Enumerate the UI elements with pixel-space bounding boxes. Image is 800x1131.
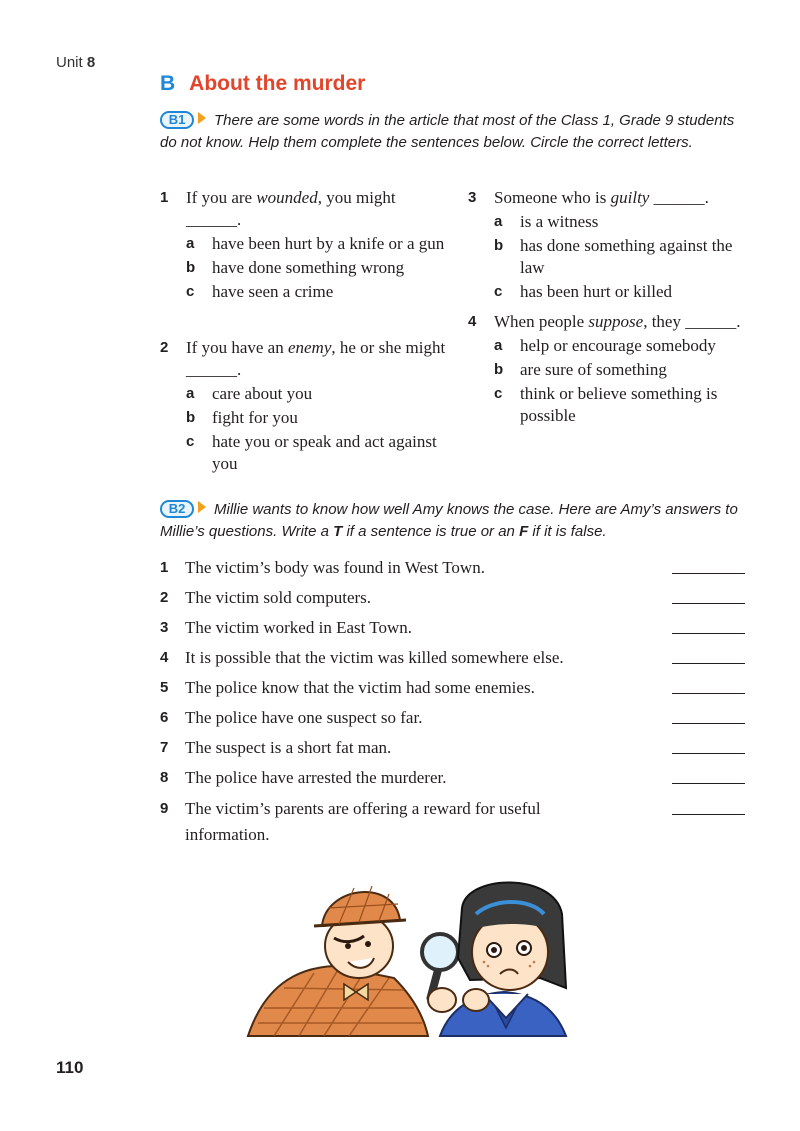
option-c[interactable]: c has been hurt or killed — [494, 282, 673, 301]
statement-row: 9 The victim’s parents are offering a reward for useful information. — [160, 796, 745, 848]
page-number: 110 — [56, 1058, 84, 1077]
answer-blank[interactable] — [672, 573, 745, 574]
b1-question-2 — [160, 337, 450, 475]
b2-instruction: B2 Millie wants to know how well Amy knows the case. Here are Amy’s answers to Millie’s questions. Write a T if a sentence is true or an F if it is false. — [160, 501, 738, 540]
statement-text: The suspect is a short fat man. — [185, 738, 392, 757]
option-b[interactable]: b has done something against the law — [494, 236, 733, 277]
statement-text: The victim’s body was found in West Town. — [185, 558, 485, 577]
play-arrow-icon — [198, 112, 206, 124]
unit-number: 8 — [86, 54, 96, 71]
question-number: 1 — [160, 189, 169, 206]
answer-blank[interactable] — [672, 603, 745, 604]
question-number: 2 — [160, 339, 169, 356]
statement-text: It is possible that the victim was killed somewhere else. — [185, 648, 564, 667]
statement-row: 3 The victim worked in East Town. — [160, 615, 745, 641]
option-c[interactable]: c have seen a crime — [186, 282, 334, 301]
b1-instruction — [160, 110, 750, 154]
section-title — [160, 72, 365, 96]
key-word: guilty — [610, 188, 650, 207]
option-b[interactable]: b fight for you — [186, 408, 298, 427]
question-number: 4 — [468, 313, 477, 330]
statement-row: 2 The victim sold computers. — [160, 585, 745, 611]
section-heading: About the murder — [189, 72, 366, 95]
b1-badge: B1 — [160, 111, 194, 129]
statement-text: The victim sold computers. — [185, 588, 372, 607]
statement-row: 8 The police have arrested the murderer. — [160, 765, 745, 791]
statement-row: 1 The victim’s body was found in West Town. — [160, 555, 745, 581]
question-stem: When people suppose, they ______. — [494, 312, 741, 331]
question-number: 3 — [468, 189, 477, 206]
answer-blank[interactable] — [672, 814, 745, 815]
statement-text: The police have arrested the murderer. — [185, 768, 447, 787]
option-a[interactable]: a is a witness — [494, 212, 599, 231]
statement-text: The victim worked in East Town. — [185, 618, 413, 637]
key-word: enemy — [287, 338, 332, 357]
answer-blank[interactable] — [672, 633, 745, 634]
option-b[interactable]: b have done something wrong — [186, 258, 405, 277]
question-stem: If you have an enemy, he or she might ______. — [186, 338, 446, 379]
play-arrow-icon — [198, 501, 206, 513]
answer-blank[interactable] — [672, 723, 745, 724]
b1-question-1 — [160, 187, 450, 303]
section-letter: B — [160, 72, 176, 95]
b2-badge: B2 — [160, 500, 194, 518]
key-word: suppose — [588, 312, 644, 331]
answer-blank[interactable] — [672, 693, 745, 694]
answer-blank[interactable] — [672, 663, 745, 664]
b1-question-3 — [468, 187, 758, 303]
option-c[interactable]: c think or believe something is possible — [494, 384, 718, 425]
statement-text: The police have one suspect so far. — [185, 708, 423, 727]
option-b[interactable]: b are sure of something — [494, 360, 667, 379]
unit-label-text: Unit — [56, 54, 83, 71]
statement-row: 7 The suspect is a short fat man. — [160, 735, 745, 761]
answer-blank[interactable] — [672, 783, 745, 784]
unit-label — [56, 54, 95, 71]
option-a[interactable]: a care about you — [186, 384, 313, 403]
option-c[interactable]: c hate you or speak and act against you — [186, 432, 437, 473]
false-letter: F — [519, 523, 529, 540]
question-stem: Someone who is guilty ______. — [494, 188, 709, 207]
question-stem: If you are wounded, you might ______. — [186, 188, 396, 229]
answer-blank[interactable] — [672, 753, 745, 754]
true-letter: T — [333, 523, 343, 540]
statement-row: 4 It is possible that the victim was killed somewhere else. — [160, 645, 745, 671]
detective-illustration — [244, 868, 584, 1040]
statement-row: 5 The police know that the victim had some enemies. — [160, 675, 745, 701]
option-a[interactable]: a have been hurt by a knife or a gun — [186, 234, 445, 253]
statement-row: 6 The police have one suspect so far. — [160, 705, 745, 731]
option-a[interactable]: a help or encourage somebody — [494, 336, 716, 355]
b1-question-4 — [468, 311, 758, 427]
statement-text: The victim’s parents are offering a reward for useful information. — [185, 799, 541, 844]
key-word: wounded — [256, 188, 318, 207]
statement-text: The police know that the victim had some enemies. — [185, 678, 535, 697]
b1-instruction-text: There are some words in the article that most of the Class 1, Grade 9 students do not know. Help them complete the sentences below. Circle the correct letters. — [160, 112, 735, 151]
